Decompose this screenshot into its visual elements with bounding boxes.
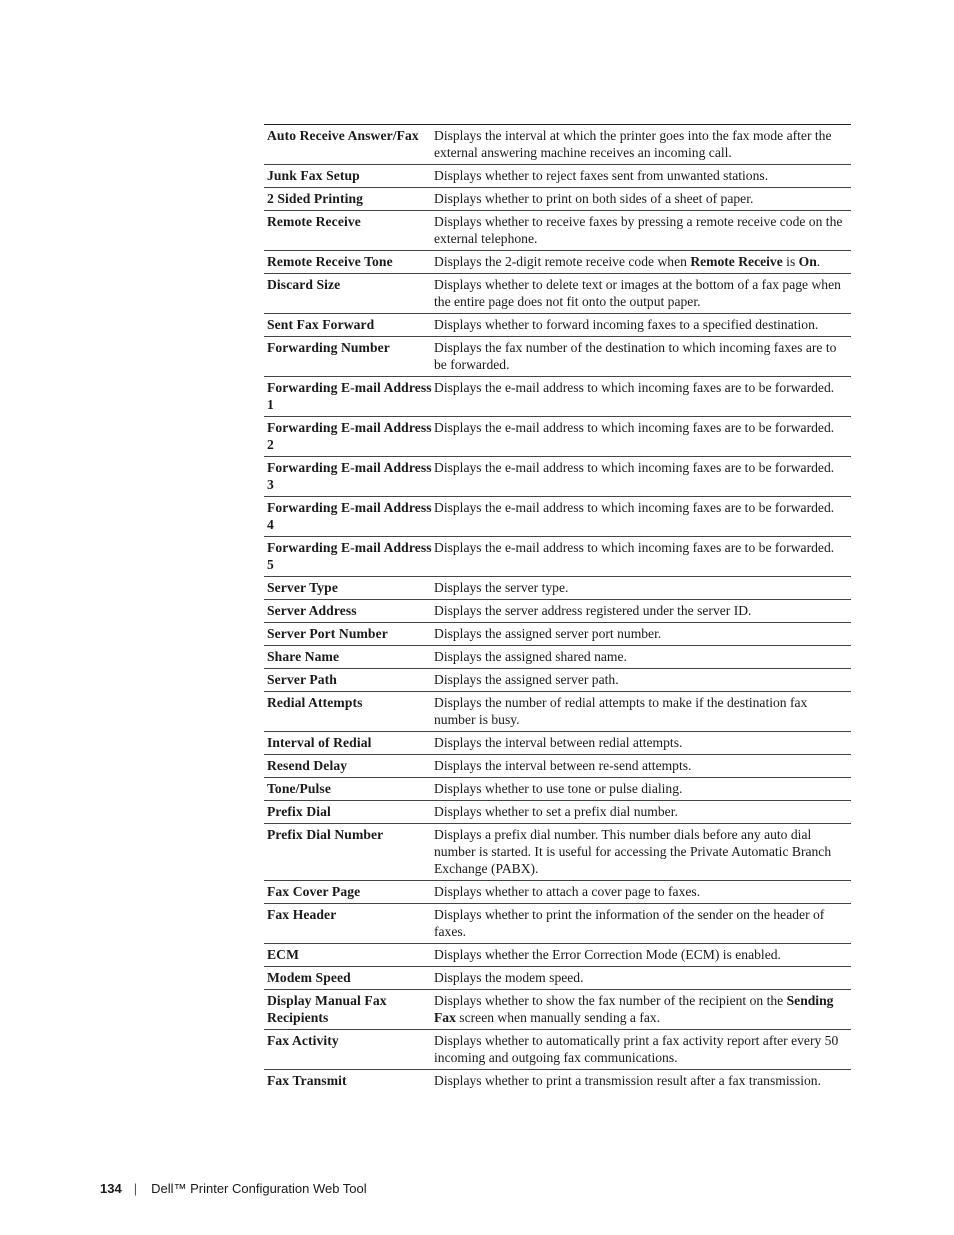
setting-name-text: Server Port Number <box>267 626 388 641</box>
setting-name <box>264 417 434 457</box>
setting-description: Displays the number of redial attempts to make if the destination fax number is busy. <box>434 695 808 727</box>
description-text: Displays whether to show the fax number of the recipient on the <box>434 993 787 1008</box>
description-text: is <box>782 254 799 269</box>
table-row <box>264 692 851 732</box>
setting-description: Displays the e-mail address to which incoming faxes are to be forwarded. <box>434 460 835 475</box>
setting-description: Displays whether to automatically print a fax activity report after every 50 incoming and outgoing fax communications. <box>434 1033 839 1065</box>
table-row <box>264 274 851 314</box>
setting-description: Displays the assigned server path. <box>434 672 619 687</box>
table-row <box>264 669 851 692</box>
setting-description: Displays whether to print the information of the sender on the header of faxes. <box>434 907 825 939</box>
setting-name <box>264 377 434 417</box>
setting-name-text: Fax Transmit <box>267 1073 347 1088</box>
setting-name-text: Modem Speed <box>267 970 351 985</box>
setting-name <box>264 1030 434 1070</box>
setting-description: Displays the e-mail address to which incoming faxes are to be forwarded. <box>434 500 835 515</box>
setting-name-text: Remote Receive <box>267 214 361 229</box>
table-row <box>264 188 851 211</box>
table-row <box>264 755 851 778</box>
setting-description <box>434 251 851 274</box>
setting-name-text: Fax Cover Page <box>267 884 361 899</box>
setting-description: Displays the e-mail address to which incoming faxes are to be forwarded. <box>434 540 835 555</box>
setting-name <box>264 457 434 497</box>
setting-name <box>264 274 434 314</box>
setting-description: Displays whether to reject faxes sent from unwanted stations. <box>434 168 769 183</box>
emphasis-term: Sending Fax <box>434 993 834 1025</box>
table-row <box>264 732 851 755</box>
emphasis-term: On <box>798 254 817 269</box>
setting-name-text: Server Address <box>267 603 357 618</box>
table-row <box>264 600 851 623</box>
setting-description: Displays whether to attach a cover page to faxes. <box>434 884 701 899</box>
setting-name <box>264 337 434 377</box>
table-row <box>264 165 851 188</box>
table-row <box>264 801 851 824</box>
table-row <box>264 377 851 417</box>
setting-name-text: Forwarding E-mail Address 3 <box>267 460 432 492</box>
setting-name-text: Forwarding E-mail Address 2 <box>267 420 432 452</box>
table-row <box>264 881 851 904</box>
table-row <box>264 537 851 577</box>
setting-description: Displays whether to print on both sides of a sheet of paper. <box>434 191 754 206</box>
description-text: screen when manually sending a fax. <box>455 1010 661 1025</box>
setting-name <box>264 967 434 990</box>
setting-name-text: Server Type <box>267 580 338 595</box>
setting-name <box>264 755 434 778</box>
setting-name <box>264 944 434 967</box>
setting-description: Displays the interval between re-send attempts. <box>434 758 692 773</box>
setting-name-text: 2 Sided Printing <box>267 191 364 206</box>
setting-name <box>264 623 434 646</box>
setting-description: Displays whether to forward incoming faxes to a specified destination. <box>434 317 819 332</box>
setting-name-text: Junk Fax Setup <box>267 168 360 183</box>
settings-table-body <box>264 125 851 1093</box>
setting-name <box>264 211 434 251</box>
table-row <box>264 646 851 669</box>
setting-description: Displays whether to set a prefix dial number. <box>434 804 678 819</box>
setting-name-text: Forwarding E-mail Address 5 <box>267 540 432 572</box>
setting-name-text: Fax Activity <box>267 1033 339 1048</box>
footer-separator: | <box>133 1181 138 1196</box>
setting-description: Displays whether the Error Correction Mode (ECM) is enabled. <box>434 947 781 962</box>
setting-name <box>264 251 434 274</box>
setting-name-text: Forwarding Number <box>267 340 390 355</box>
table-row <box>264 990 851 1030</box>
table-row <box>264 967 851 990</box>
setting-name <box>264 904 434 944</box>
setting-name <box>264 990 434 1030</box>
table-row <box>264 824 851 881</box>
table-row <box>264 314 851 337</box>
setting-description: Displays the interval between redial attempts. <box>434 735 683 750</box>
table-row <box>264 623 851 646</box>
table-row <box>264 211 851 251</box>
setting-name <box>264 314 434 337</box>
setting-name-text: Resend Delay <box>267 758 348 773</box>
setting-name <box>264 646 434 669</box>
table-row <box>264 125 851 165</box>
setting-name-text: Fax Header <box>267 907 337 922</box>
setting-name-text: Remote Receive Tone <box>267 254 393 269</box>
settings-table <box>264 124 851 1092</box>
setting-description: Displays the e-mail address to which incoming faxes are to be forwarded. <box>434 380 835 395</box>
setting-description: Displays the server address registered under the server ID. <box>434 603 752 618</box>
setting-description <box>434 990 851 1030</box>
page-number: 134 <box>100 1181 122 1196</box>
setting-name-text: Tone/Pulse <box>267 781 331 796</box>
setting-name-text: Forwarding E-mail Address 4 <box>267 500 432 532</box>
setting-name <box>264 669 434 692</box>
setting-name <box>264 125 434 165</box>
description-text: . <box>816 254 821 269</box>
emphasis-term: Remote Receive <box>690 254 783 269</box>
setting-description: Displays whether to receive faxes by pressing a remote receive code on the external telephone. <box>434 214 843 246</box>
footer-title: Dell™ Printer Configuration Web Tool <box>151 1181 367 1196</box>
setting-name <box>264 801 434 824</box>
setting-description: Displays the server type. <box>434 580 569 595</box>
setting-name <box>264 824 434 881</box>
setting-name <box>264 497 434 537</box>
setting-description: Displays the e-mail address to which incoming faxes are to be forwarded. <box>434 420 835 435</box>
setting-name-text: Redial Attempts <box>267 695 363 710</box>
setting-name-text: Display Manual Fax Recipients <box>267 993 387 1025</box>
table-row <box>264 778 851 801</box>
table-row <box>264 497 851 537</box>
setting-name <box>264 537 434 577</box>
setting-name <box>264 165 434 188</box>
setting-description: Displays the interval at which the printer goes into the fax mode after the external answering machine receives an incoming call. <box>434 128 832 160</box>
setting-name <box>264 577 434 600</box>
setting-name-text: Share Name <box>267 649 340 664</box>
table-row <box>264 251 851 274</box>
setting-description: Displays the assigned shared name. <box>434 649 627 664</box>
table-row <box>264 944 851 967</box>
setting-name-text: Discard Size <box>267 277 341 292</box>
setting-name <box>264 600 434 623</box>
setting-name-text: ECM <box>267 947 300 962</box>
setting-name-text: Forwarding E-mail Address 1 <box>267 380 432 412</box>
setting-name <box>264 732 434 755</box>
table-row <box>264 1070 851 1093</box>
table-row <box>264 577 851 600</box>
setting-description: Displays the fax number of the destination to which incoming faxes are to be forwarded. <box>434 340 837 372</box>
table-row <box>264 904 851 944</box>
setting-description: Displays the assigned server port number. <box>434 626 662 641</box>
setting-name <box>264 1070 434 1093</box>
page-footer <box>100 1181 367 1196</box>
setting-name-text: Server Path <box>267 672 337 687</box>
table-row <box>264 1030 851 1070</box>
setting-name-text: Auto Receive Answer/Fax <box>267 128 419 143</box>
setting-description: Displays the modem speed. <box>434 970 584 985</box>
setting-name <box>264 881 434 904</box>
description-text: Displays the 2-digit remote receive code when <box>434 254 691 269</box>
setting-description: Displays whether to use tone or pulse dialing. <box>434 781 683 796</box>
setting-name <box>264 778 434 801</box>
table-row <box>264 337 851 377</box>
setting-name <box>264 188 434 211</box>
setting-name-text: Interval of Redial <box>267 735 372 750</box>
setting-name-text: Prefix Dial Number <box>267 827 384 842</box>
table-row <box>264 417 851 457</box>
setting-description: Displays whether to delete text or images at the bottom of a fax page when the entire page does not fit onto the output paper. <box>434 277 841 309</box>
setting-description: Displays whether to print a transmission result after a fax transmission. <box>434 1073 821 1088</box>
setting-name <box>264 692 434 732</box>
setting-name-text: Sent Fax Forward <box>267 317 375 332</box>
setting-name-text: Prefix Dial <box>267 804 331 819</box>
table-row <box>264 457 851 497</box>
setting-description: Displays a prefix dial number. This number dials before any auto dial number is started. It is useful for accessing the Private Automatic Branch Exchange (PABX). <box>434 827 832 876</box>
